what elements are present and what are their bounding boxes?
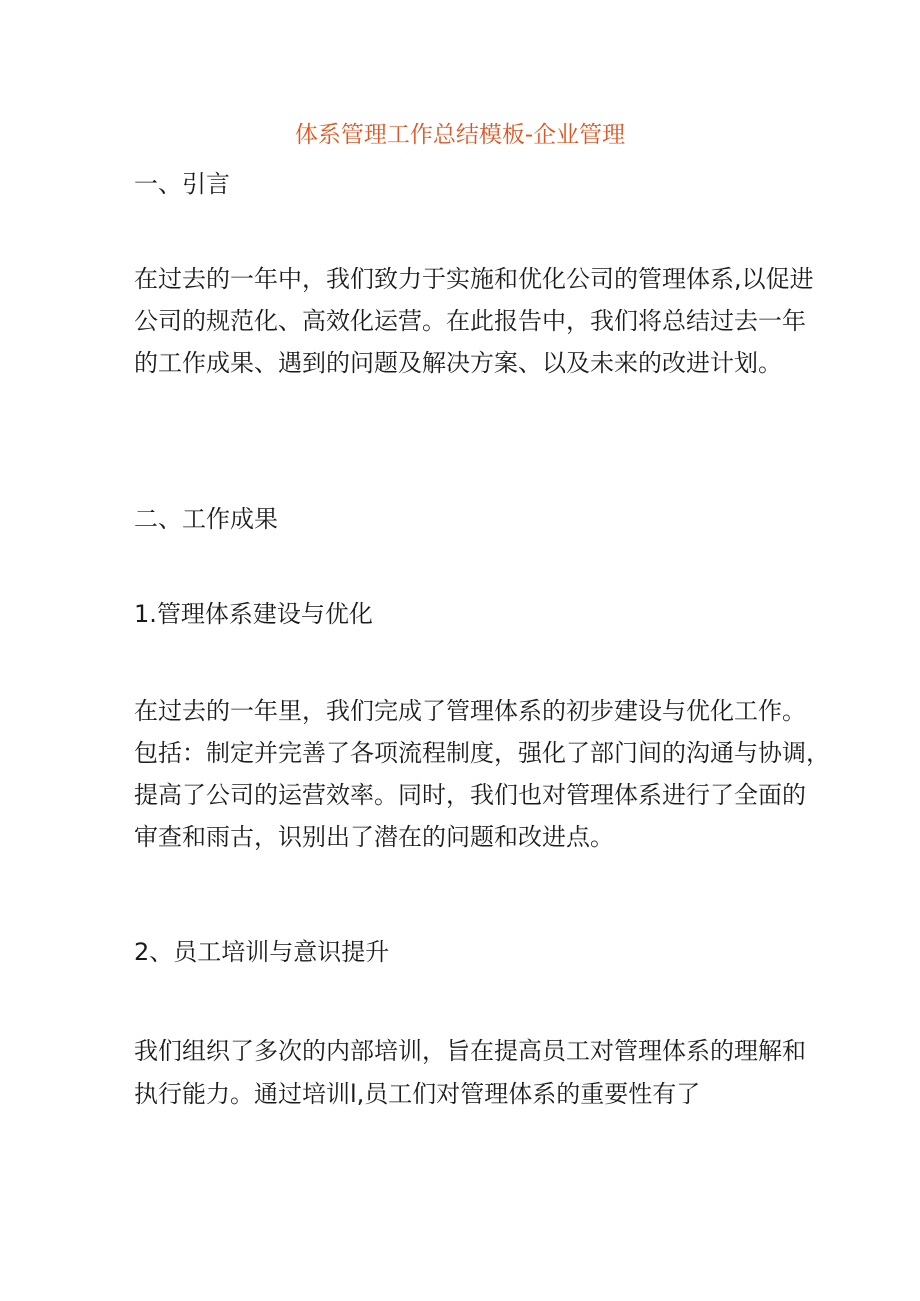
subsection-heading-training: 2、员工培训与意识提升: [134, 938, 390, 966]
paragraph-line: 我们组织了多次的内部培训，旨在提高员工对管理体系的理解和: [134, 1037, 806, 1065]
section-heading-intro: 一、引言: [134, 170, 230, 198]
paragraph-line: 公司的规范化、高效化运营。在此报告中，我们将总结过去一年: [134, 307, 806, 335]
subsection-heading-system: 1.管理体系建设与优化: [134, 600, 373, 628]
paragraph-line: 包括：制定并完善了各项流程制度，强化了部门间的沟通与协调，: [134, 739, 830, 767]
paragraph-line: 执行能力。通过培训l,员工们对管理体系的重要性有了: [134, 1080, 701, 1108]
paragraph-line: 在过去的一年里，我们完成了管理体系的初步建设与优化工作。: [134, 697, 806, 725]
paragraph-line: 的工作成果、遇到的问题及解决方案、以及未来的改进计划。: [134, 349, 782, 377]
document-title: 体系管理工作总结模板-企业管理: [294, 122, 626, 148]
paragraph-line: 审查和雨古，识别出了潜在的问题和改进点。: [134, 823, 614, 851]
paragraph-system: [134, 690, 830, 858]
section-heading-results: 二、工作成果: [134, 505, 278, 533]
paragraph-line: 在过去的一年中，我们致力于实施和优化公司的管理体系,以促进: [134, 265, 814, 293]
paragraph-line: 提高了公司的运营效率。同时，我们也对管理体系进行了全面的: [134, 781, 806, 809]
paragraph-training: [134, 1030, 814, 1116]
paragraph-intro: [134, 258, 814, 384]
